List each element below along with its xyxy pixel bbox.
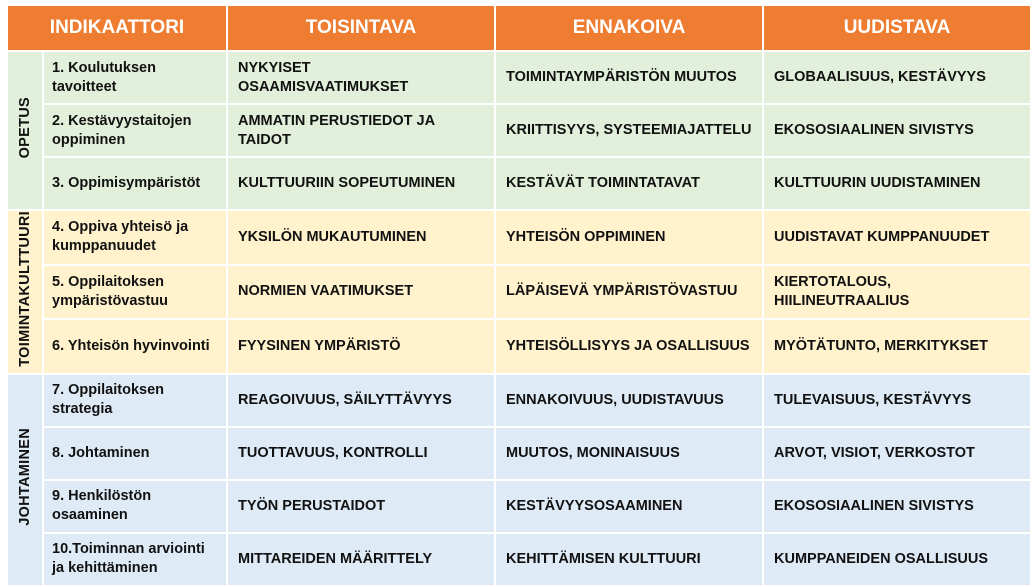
ennakoiva-cell: YHTEISÖN OPPIMINEN xyxy=(496,211,762,264)
uudistava-cell: ARVOT, VISIOT, VERKOSTOT xyxy=(764,428,1030,479)
indicator-cell: 3. Oppimisympäristöt xyxy=(44,158,226,209)
ennakoiva-cell: MUUTOS, MONINAISUUS xyxy=(496,428,762,479)
uudistava-cell: GLOBAALISUUS, KESTÄVYYS xyxy=(764,52,1030,103)
uudistava-cell: EKOSOSIAALINEN SIVISTYS xyxy=(764,481,1030,532)
ennakoiva-cell: ENNAKOIVUUS, UUDISTAVUUS xyxy=(496,375,762,426)
uudistava-cell: TULEVAISUUS, KESTÄVYYS xyxy=(764,375,1030,426)
uudistava-cell: MYÖTÄTUNTO, MERKITYKSET xyxy=(764,320,1030,373)
table-row xyxy=(8,428,1030,479)
uudistava-cell: KULTTUURIN UUDISTAMINEN xyxy=(764,158,1030,209)
indicator-cell: 4. Oppiva yhteisö ja kumppanuudet xyxy=(44,211,226,264)
indicator-cell: 5. Oppilaitoksen ympäristövastuu xyxy=(44,266,226,319)
table-row xyxy=(8,52,1030,103)
toisintava-cell: REAGOIVUUS, SÄILYTTÄVYYS xyxy=(228,375,494,426)
table-row xyxy=(8,481,1030,532)
indicator-cell: 8. Johtaminen xyxy=(44,428,226,479)
uudistava-cell: KIERTOTALOUS, HIILINEUTRAALIUS xyxy=(764,266,1030,319)
toisintava-cell: YKSILÖN MUKAUTUMINEN xyxy=(228,211,494,264)
ennakoiva-cell: KRIITTISYYS, SYSTEEMIAJATTELU xyxy=(496,105,762,156)
table-row xyxy=(8,105,1030,156)
table-row xyxy=(8,534,1030,585)
table-row xyxy=(8,158,1030,209)
toisintava-cell: FYYSINEN YMPÄRISTÖ xyxy=(228,320,494,373)
uudistava-cell: KUMPPANEIDEN OSALLISUUS xyxy=(764,534,1030,585)
ennakoiva-cell: KEHITTÄMISEN KULTTUURI xyxy=(496,534,762,585)
toisintava-cell: NYKYISET OSAAMISVAATIMUKSET xyxy=(228,52,494,103)
indicator-table xyxy=(6,4,1032,587)
toisintava-cell: NORMIEN VAATIMUKSET xyxy=(228,266,494,319)
header-toisintava: TOISINTAVA xyxy=(228,6,494,50)
indicator-cell: 7. Oppilaitoksen strategia xyxy=(44,375,226,426)
indicator-cell: 10.Toiminnan arviointi ja kehittäminen xyxy=(44,534,226,585)
indicator-cell: 6. Yhteisön hyvinvointi xyxy=(44,320,226,373)
header-indikaattori: INDIKAATTORI xyxy=(8,6,226,50)
table-row xyxy=(8,320,1030,373)
ennakoiva-cell: LÄPÄISEVÄ YMPÄRISTÖVASTUU xyxy=(496,266,762,319)
group-label-toimintakulttuuri: TOIMINTAKULTTUURI xyxy=(8,211,42,373)
uudistava-cell: EKOSOSIAALINEN SIVISTYS xyxy=(764,105,1030,156)
group-label-johtaminen: JOHTAMINEN xyxy=(8,375,42,585)
header-row xyxy=(8,6,1030,50)
header-ennakoiva: ENNAKOIVA xyxy=(496,6,762,50)
table-row xyxy=(8,211,1030,264)
table-row xyxy=(8,266,1030,319)
toisintava-cell: TUOTTAVUUS, KONTROLLI xyxy=(228,428,494,479)
indicator-cell: 1. Koulutuksen tavoitteet xyxy=(44,52,226,103)
toisintava-cell: KULTTUURIIN SOPEUTUMINEN xyxy=(228,158,494,209)
ennakoiva-cell: YHTEISÖLLISYYS JA OSALLISUUS xyxy=(496,320,762,373)
indicator-cell: 9. Henkilöstön osaaminen xyxy=(44,481,226,532)
table-row xyxy=(8,375,1030,426)
ennakoiva-cell: KESTÄVÄT TOIMINTATAVAT xyxy=(496,158,762,209)
ennakoiva-cell: TOIMINTAYMPÄRISTÖN MUUTOS xyxy=(496,52,762,103)
header-uudistava: UUDISTAVA xyxy=(764,6,1030,50)
toisintava-cell: MITTAREIDEN MÄÄRITTELY xyxy=(228,534,494,585)
uudistava-cell: UUDISTAVAT KUMPPANUUDET xyxy=(764,211,1030,264)
ennakoiva-cell: KESTÄVYYSOSAAMINEN xyxy=(496,481,762,532)
group-label-opetus: OPETUS xyxy=(8,52,42,209)
indicator-cell: 2. Kestävyystaitojen oppiminen xyxy=(44,105,226,156)
toisintava-cell: AMMATIN PERUSTIEDOT JA TAIDOT xyxy=(228,105,494,156)
toisintava-cell: TYÖN PERUSTAIDOT xyxy=(228,481,494,532)
